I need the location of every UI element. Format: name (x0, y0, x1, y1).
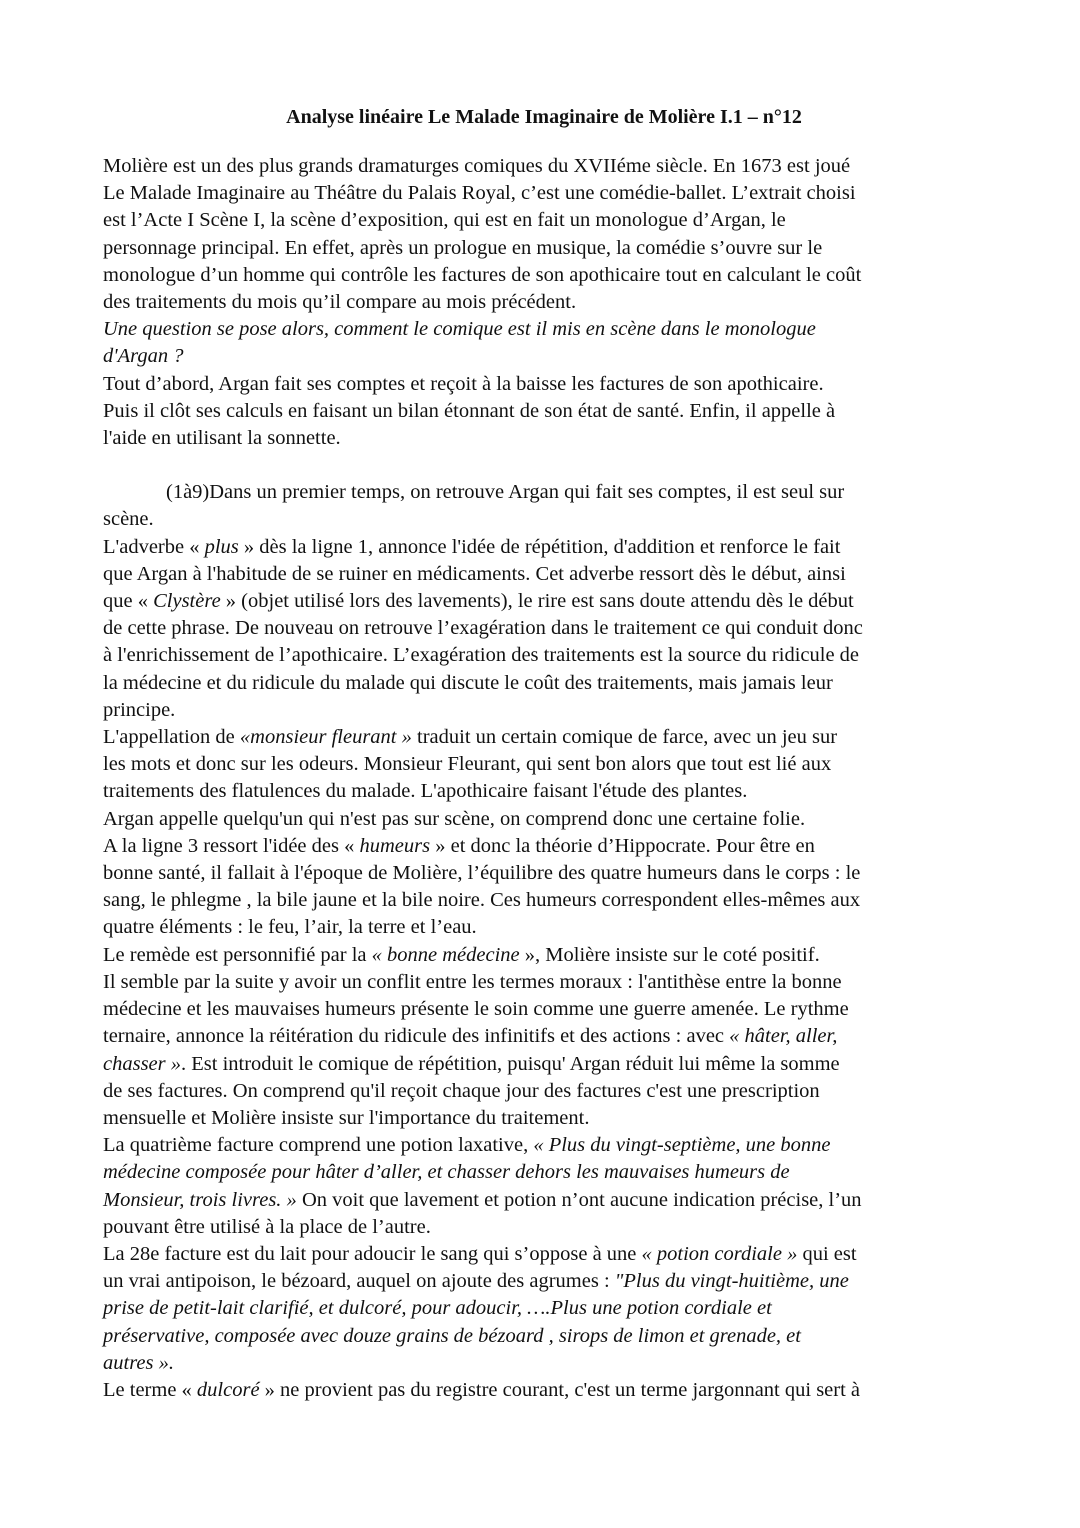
italic-text: prise de petit-lait clarifié, et dulcoré, pour adoucir, ….Plus une potion cordiale et (103, 1297, 772, 1320)
text-line (103, 343, 983, 370)
text-line (103, 670, 983, 697)
text-segment: Tout d’abord, Argan fait ses comptes et reçoit à la baisse les factures de son apothicaire. (103, 372, 824, 395)
introduction-paragraph (103, 153, 983, 452)
analysis-paragraph (103, 479, 983, 1404)
text-line (103, 506, 983, 533)
text-segment: . Est introduit le comique de répétition, puisqu' Argan réduit lui même la somme (181, 1052, 840, 1075)
italic-text: Monsieur, trois livres. » (103, 1188, 297, 1211)
paragraph-spacer (103, 452, 983, 479)
italic-text: « hâter, aller, (729, 1025, 838, 1048)
text-segment: ternaire, annonce la réitération du ridicule des infinitifs et des actions : avec (103, 1025, 730, 1048)
text-segment: que « (103, 590, 154, 613)
text-segment: Argan appelle quelqu'un qui n'est pas sur scène, on comprend donc une certaine folie. (103, 807, 806, 830)
text-line (103, 153, 983, 180)
text-segment: médecine et les mauvaises humeurs présente le soin comme une guerre amenée. Le rythme (103, 998, 849, 1021)
italic-text: "Plus du vingt-huitième, une (614, 1270, 849, 1293)
text-segment: sang, le phlegme , la bile jaune et la bile noire. Ces humeurs correspondent elles-mêmes aux (103, 889, 861, 912)
text-line (103, 180, 983, 207)
text-line (103, 1377, 983, 1404)
text-line (103, 724, 983, 751)
text-segment: (1à9)Dans un premier temps, on retrouve Argan qui fait ses comptes, il est seul sur (166, 481, 845, 504)
text-line (103, 371, 983, 398)
italic-text: plus (204, 535, 239, 558)
text-segment: de ses factures. On comprend qu'il reçoit chaque jour des factures c'est une prescription (103, 1079, 820, 1102)
text-segment: est l’Acte I Scène I, la scène d’exposition, qui est en fait un monologue d’Argan, le (103, 209, 786, 232)
italic-text: Une question se pose alors, comment le comique est il mis en scène dans le monologue (103, 318, 816, 341)
document-page (103, 104, 983, 1404)
italic-text: «monsieur fleurant » (239, 726, 412, 749)
text-line (103, 1187, 983, 1214)
text-segment: L'adverbe « (103, 535, 205, 558)
text-line (103, 833, 983, 860)
text-segment: principe. (103, 698, 176, 721)
text-segment: bonne santé, il fallait à l'époque de Molière, l’équilibre des quatre humeurs dans le corps : le (103, 862, 861, 885)
text-segment: » et donc la théorie d’Hippocrate. Pour être en (430, 834, 815, 857)
text-line (103, 778, 983, 805)
text-line (103, 1323, 983, 1350)
text-line (103, 1078, 983, 1105)
italic-text: d'Argan ? (103, 345, 184, 368)
text-line (103, 1241, 983, 1268)
text-segment: à l'enrichissement de l’apothicaire. L’exagération des traitements est la source du ridicule de (103, 644, 860, 667)
text-segment: les mots et donc sur les odeurs. Monsieur Fleurant, qui sent bon alors que tout est lié aux (103, 753, 832, 776)
text-line (103, 235, 983, 262)
text-segment: personnage principal. En effet, après un prologue en musique, la comédie s’ouvre sur le (103, 236, 823, 259)
text-segment: qui est (797, 1242, 857, 1265)
text-line (103, 914, 983, 941)
text-line (103, 588, 983, 615)
document-title: Analyse linéaire Le Malade Imaginaire de Molière I.1 – n°12 (286, 106, 802, 128)
text-line (103, 316, 983, 343)
text-segment: la médecine et du ridicule du malade qui discute le coût des traitements, mais jamais leur (103, 671, 833, 694)
text-segment: Le remède est personnifié par la (103, 943, 372, 966)
text-segment: Le Malade Imaginaire au Théâtre du Palais Royal, c’est une comédie-ballet. L’extrait choisi (103, 182, 856, 205)
text-segment: que Argan à l'habitude de se ruiner en médicaments. Cet adverbe ressort dès le début, ainsi (103, 562, 846, 585)
text-line (103, 289, 983, 316)
text-line (103, 969, 983, 996)
italic-text: autres ». (103, 1351, 174, 1374)
text-segment: » (objet utilisé lors des lavements), le rire est sans doute attendu dès le début (220, 590, 854, 613)
text-line (103, 398, 983, 425)
text-segment: traduit un certain comique de farce, avec un jeu sur (411, 726, 838, 749)
text-line (103, 561, 983, 588)
text-line (103, 207, 983, 234)
text-line (103, 1051, 983, 1078)
text-line (103, 1159, 983, 1186)
text-segment: monologue d’un homme qui contrôle les factures de son apothicaire tout en calculant le coût (103, 263, 862, 286)
text-line (103, 615, 983, 642)
italic-text: Clystère (153, 590, 221, 613)
text-segment: quatre éléments : le feu, l’air, la terre et l’eau. (103, 916, 477, 939)
italic-text: médecine composée pour hâter d’aller, et chasser dehors les mauvaises humeurs de (103, 1161, 790, 1184)
italic-text: dulcoré (196, 1378, 260, 1401)
text-line (103, 806, 983, 833)
text-segment: » ne provient pas du registre courant, c'est un terme jargonnant qui sert à (259, 1378, 861, 1401)
text-line (103, 751, 983, 778)
text-line (103, 1132, 983, 1159)
text-line (103, 262, 983, 289)
text-segment: La quatrième facture comprend une potion laxative, (103, 1134, 534, 1157)
text-line (103, 534, 983, 561)
italic-text: préservative, composée avec douze grains de bézoard , sirops de limon et grenade, et (103, 1324, 801, 1347)
text-line (103, 1214, 983, 1241)
text-line (103, 1105, 983, 1132)
text-segment: un vrai antipoison, le bézoard, auquel on ajoute des agrumes : (103, 1270, 615, 1293)
text-line (103, 697, 983, 724)
text-line (103, 642, 983, 669)
text-segment: l'aide en utilisant la sonnette. (103, 427, 341, 450)
text-segment: Il semble par la suite y avoir un conflit entre les termes moraux : l'antithèse entre la bonne (103, 970, 842, 993)
text-line (103, 996, 983, 1023)
text-segment: On voit que lavement et potion n’ont aucune indication précise, l’un (296, 1188, 862, 1211)
text-segment: L'appellation de (103, 726, 240, 749)
text-segment: Puis il clôt ses calculs en faisant un bilan étonnant de son état de santé. Enfin, il appelle à (103, 399, 836, 422)
text-line (103, 479, 983, 506)
text-line (103, 425, 983, 452)
text-segment: Molière est un des plus grands dramaturges comiques du XVIIéme siècle. En 1673 est joué (103, 155, 851, 177)
italic-text: chasser » (103, 1052, 182, 1075)
italic-text: « potion cordiale » (641, 1242, 798, 1265)
text-segment: traitements des flatulences du malade. L'apothicaire faisant l'étude des plantes. (103, 780, 748, 803)
italic-text: « bonne médecine (371, 943, 520, 966)
text-line (103, 887, 983, 914)
text-segment: scène. (103, 508, 154, 531)
text-segment: mensuelle et Molière insiste sur l'importance du traitement. (103, 1106, 590, 1129)
text-line (103, 1268, 983, 1295)
text-segment: » dès la ligne 1, annonce l'idée de répétition, d'addition et renforce le fait (238, 535, 841, 558)
text-line (103, 1350, 983, 1377)
text-segment: », Molière insiste sur le coté positif. (519, 943, 820, 966)
text-segment: La 28e facture est du lait pour adoucir le sang qui s’oppose à une (103, 1242, 642, 1265)
text-line (103, 1295, 983, 1322)
italic-text: « Plus du vingt-septième, une bonne (533, 1134, 831, 1157)
text-line (103, 942, 983, 969)
text-segment: A la ligne 3 ressort l'idée des « (103, 834, 360, 857)
text-segment: de cette phrase. De nouveau on retrouve l’exagération dans le traitement ce qui conduit donc (103, 617, 863, 640)
text-segment: des traitements du mois qu’il compare au mois précédent. (103, 291, 577, 314)
italic-text: humeurs (359, 834, 431, 857)
text-segment: pouvant être utilisé à la place de l’autre. (103, 1215, 431, 1238)
text-line (103, 860, 983, 887)
text-segment: Le terme « (103, 1378, 197, 1401)
text-line (103, 1023, 983, 1050)
